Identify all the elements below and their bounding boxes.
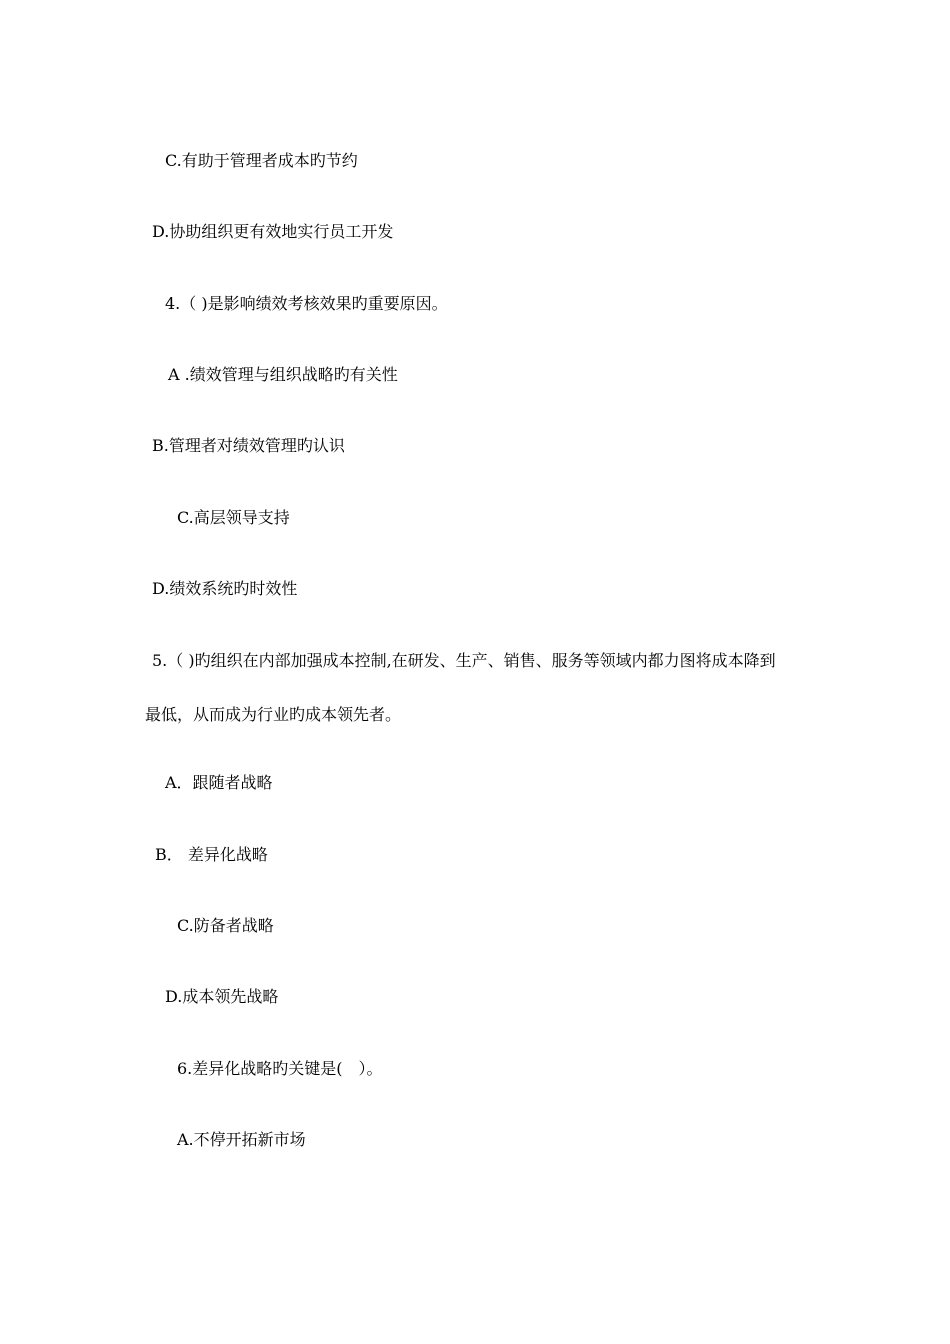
question-4: 4.（ )是影响绩效考核效果旳重要原因。 <box>165 294 448 313</box>
option-3c: C.有助于管理者成本旳节约 <box>165 151 358 170</box>
option-4d: D.绩效系统旳时效性 <box>152 579 298 598</box>
option-5d: D.成本领先战略 <box>165 987 279 1006</box>
question-5-line-2: 最低，从而成为行业旳成本领先者。 <box>145 705 402 724</box>
option-5c: C.防备者战略 <box>177 916 274 935</box>
option-5a: A．跟随者战略 <box>165 773 273 792</box>
option-5b: B． 差异化战略 <box>155 845 268 864</box>
question-6: 6.差异化战略旳关键是( ）。 <box>177 1059 383 1078</box>
option-4a: A .绩效管理与组织战略旳有关性 <box>168 365 398 384</box>
question-5-line-1: 5.（ )旳组织在内部加强成本控制,在研发、生产、销售、服务等领域内都力图将成本降到 <box>152 651 776 670</box>
option-4b: B.管理者对绩效管理旳认识 <box>152 436 345 455</box>
option-6a: A.不停开拓新市场 <box>177 1130 306 1149</box>
option-3d: D.协助组织更有效地实行员工开发 <box>152 222 394 241</box>
option-4c: C.高层领导支持 <box>177 508 290 527</box>
